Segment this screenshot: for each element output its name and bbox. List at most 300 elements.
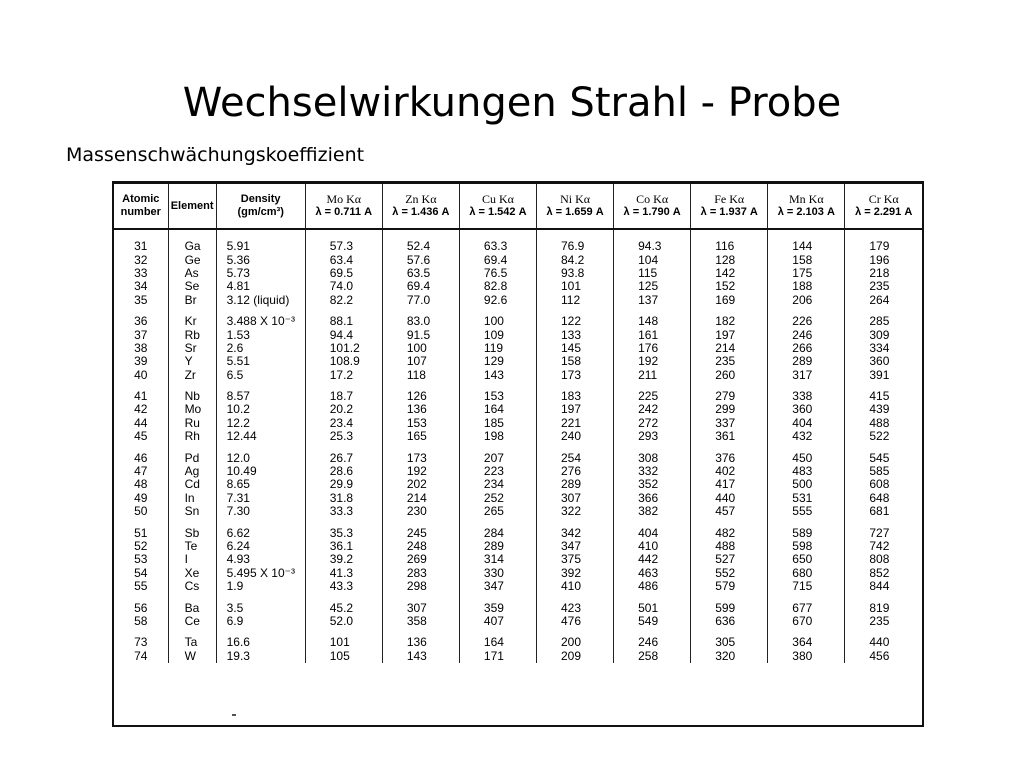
coefficient-cell: 69.4 bbox=[459, 253, 536, 266]
density-cell: 3.5 bbox=[216, 593, 305, 614]
column-header-line1: Element bbox=[170, 199, 214, 212]
table-row bbox=[114, 280, 922, 293]
coefficient-cell: 29.9 bbox=[305, 478, 382, 491]
coefficient-cell: 82.2 bbox=[305, 294, 382, 307]
coefficient-cell: 101 bbox=[305, 628, 382, 649]
coefficient-cell: 307 bbox=[537, 492, 614, 505]
coefficient-cell: 164 bbox=[459, 403, 536, 416]
coefficient-cell: 260 bbox=[691, 369, 768, 382]
density-cell: 5.495 X 10⁻³ bbox=[216, 567, 305, 580]
density-cell: 8.65 bbox=[216, 478, 305, 491]
coefficient-cell: 599 bbox=[691, 593, 768, 614]
coefficient-cell: 276 bbox=[537, 465, 614, 478]
column-header-line1: Ni Kα bbox=[560, 192, 591, 206]
density-cell: 19.3 bbox=[216, 650, 305, 663]
column-header bbox=[382, 184, 459, 229]
coefficient-cell: 248 bbox=[382, 540, 459, 553]
column-header-line1: Cr Kα bbox=[868, 192, 899, 206]
density-cell: 12.0 bbox=[216, 443, 305, 464]
element-cell: Zr bbox=[168, 369, 216, 382]
column-header-line1: Mn Kα bbox=[789, 192, 824, 206]
coefficient-cell: 196 bbox=[845, 253, 922, 266]
coefficient-cell: 104 bbox=[614, 253, 691, 266]
coefficient-cell: 173 bbox=[382, 443, 459, 464]
density-cell: 6.5 bbox=[216, 369, 305, 382]
column-header-line1: Co Kα bbox=[636, 192, 669, 206]
coefficient-cell: 118 bbox=[382, 369, 459, 382]
coefficient-cell: 25.3 bbox=[305, 430, 382, 443]
column-header-line1: Mo Kα bbox=[326, 192, 362, 206]
coefficient-cell: 549 bbox=[614, 615, 691, 628]
element-cell: Ru bbox=[168, 417, 216, 430]
coefficient-cell: 681 bbox=[845, 505, 922, 518]
coefficient-cell: 293 bbox=[614, 430, 691, 443]
coefficient-cell: 108.9 bbox=[305, 355, 382, 368]
column-header bbox=[614, 184, 691, 229]
coefficient-cell: 176 bbox=[614, 342, 691, 355]
element-cell: Kr bbox=[168, 307, 216, 328]
element-cell: I bbox=[168, 553, 216, 566]
coefficient-cell: 246 bbox=[614, 628, 691, 649]
column-header-line2: λ = 1.659 A bbox=[546, 206, 604, 218]
column-header bbox=[168, 184, 216, 229]
coefficient-cell: 299 bbox=[691, 403, 768, 416]
atomic-number-cell: 45 bbox=[134, 429, 148, 444]
coefficient-cell: 182 bbox=[691, 307, 768, 328]
element-cell: Xe bbox=[168, 567, 216, 580]
column-header bbox=[459, 184, 536, 229]
attenuation-table bbox=[114, 184, 922, 663]
density-cell: 8.57 bbox=[216, 382, 305, 403]
coefficient-cell: 307 bbox=[382, 593, 459, 614]
column-header-line1: Density bbox=[240, 193, 281, 205]
coefficient-cell: 358 bbox=[382, 615, 459, 628]
element-cell: Y bbox=[168, 355, 216, 368]
coefficient-cell: 402 bbox=[691, 465, 768, 478]
atomic-number-cell: 48 bbox=[134, 477, 148, 492]
table-row bbox=[114, 307, 922, 328]
column-header-line2: λ = 2.103 A bbox=[777, 206, 835, 218]
atomic-number-cell: 51 bbox=[134, 525, 148, 540]
coefficient-cell: 225 bbox=[614, 382, 691, 403]
coefficient-cell: 337 bbox=[691, 417, 768, 430]
coefficient-cell: 101 bbox=[537, 280, 614, 293]
coefficient-cell: 844 bbox=[845, 580, 922, 593]
coefficient-cell: 183 bbox=[537, 382, 614, 403]
atomic-number-cell: 73 bbox=[134, 635, 148, 650]
coefficient-cell: 235 bbox=[845, 280, 922, 293]
coefficient-cell: 63.4 bbox=[305, 253, 382, 266]
coefficient-cell: 254 bbox=[537, 443, 614, 464]
density-cell: 5.51 bbox=[216, 355, 305, 368]
coefficient-cell: 43.3 bbox=[305, 580, 382, 593]
coefficient-cell: 214 bbox=[691, 342, 768, 355]
table-row bbox=[114, 650, 922, 663]
atomic-number-cell: 39 bbox=[134, 354, 148, 369]
element-cell: Br bbox=[168, 294, 216, 307]
coefficient-cell: 136 bbox=[382, 403, 459, 416]
table-row bbox=[114, 615, 922, 628]
column-header-line2: λ = 1.937 A bbox=[700, 206, 758, 218]
coefficient-cell: 359 bbox=[459, 593, 536, 614]
table-row bbox=[114, 593, 922, 614]
coefficient-cell: 500 bbox=[768, 478, 845, 491]
column-header bbox=[691, 184, 768, 229]
coefficient-cell: 309 bbox=[845, 328, 922, 341]
coefficient-cell: 17.2 bbox=[305, 369, 382, 382]
column-header bbox=[216, 184, 305, 229]
coefficient-cell: 173 bbox=[537, 369, 614, 382]
atomic-number-cell: 53 bbox=[134, 552, 148, 567]
attenuation-table-scan bbox=[112, 181, 924, 727]
element-cell: Ta bbox=[168, 628, 216, 649]
coefficient-cell: 20.2 bbox=[305, 403, 382, 416]
coefficient-cell: 119 bbox=[459, 342, 536, 355]
table-row bbox=[114, 328, 922, 341]
coefficient-cell: 112 bbox=[537, 294, 614, 307]
density-cell: 4.93 bbox=[216, 553, 305, 566]
coefficient-cell: 375 bbox=[537, 553, 614, 566]
coefficient-cell: 57.3 bbox=[305, 229, 382, 253]
coefficient-cell: 76.9 bbox=[537, 229, 614, 253]
coefficient-cell: 589 bbox=[768, 518, 845, 539]
coefficient-cell: 198 bbox=[459, 430, 536, 443]
coefficient-cell: 317 bbox=[768, 369, 845, 382]
coefficient-cell: 41.3 bbox=[305, 567, 382, 580]
atomic-number-cell: 32 bbox=[134, 252, 148, 267]
atomic-number-cell: 52 bbox=[134, 539, 148, 553]
coefficient-cell: 410 bbox=[537, 580, 614, 593]
coefficient-cell: 92.6 bbox=[459, 294, 536, 307]
column-header-line2: λ = 0.711 A bbox=[315, 206, 373, 218]
coefficient-cell: 650 bbox=[768, 553, 845, 566]
element-cell: Sb bbox=[168, 518, 216, 539]
coefficient-cell: 289 bbox=[459, 540, 536, 553]
column-header bbox=[305, 184, 382, 229]
atomic-number-cell: 56 bbox=[134, 600, 148, 615]
element-cell: Ba bbox=[168, 593, 216, 614]
coefficient-cell: 211 bbox=[614, 369, 691, 382]
density-cell: 6.9 bbox=[216, 615, 305, 628]
coefficient-cell: 258 bbox=[614, 650, 691, 663]
coefficient-cell: 234 bbox=[459, 478, 536, 491]
table-row bbox=[114, 567, 922, 580]
density-cell: 16.6 bbox=[216, 628, 305, 649]
density-cell: 5.91 bbox=[216, 229, 305, 253]
coefficient-cell: 598 bbox=[768, 540, 845, 553]
density-cell: 10.49 bbox=[216, 465, 305, 478]
slide-subtitle: Massenschwächungskoeffizient bbox=[66, 144, 365, 166]
table-row bbox=[114, 267, 922, 280]
coefficient-cell: 417 bbox=[691, 478, 768, 491]
coefficient-cell: 476 bbox=[537, 615, 614, 628]
coefficient-cell: 36.1 bbox=[305, 540, 382, 553]
coefficient-cell: 808 bbox=[845, 553, 922, 566]
column-header-line1: Cu Kα bbox=[481, 192, 514, 206]
coefficient-cell: 148 bbox=[614, 307, 691, 328]
element-cell: Se bbox=[168, 280, 216, 293]
coefficient-cell: 82.8 bbox=[459, 280, 536, 293]
coefficient-cell: 164 bbox=[459, 628, 536, 649]
element-cell: Ag bbox=[168, 465, 216, 478]
coefficient-cell: 185 bbox=[459, 417, 536, 430]
coefficient-cell: 74.0 bbox=[305, 280, 382, 293]
atomic-number-cell: 50 bbox=[134, 504, 148, 519]
coefficient-cell: 26.7 bbox=[305, 443, 382, 464]
table-row bbox=[114, 355, 922, 368]
coefficient-cell: 501 bbox=[614, 593, 691, 614]
element-cell: Ge bbox=[168, 253, 216, 266]
coefficient-cell: 305 bbox=[691, 628, 768, 649]
element-cell: Sr bbox=[168, 342, 216, 355]
element-cell: Rh bbox=[168, 430, 216, 443]
table-row bbox=[114, 403, 922, 416]
coefficient-cell: 133 bbox=[537, 328, 614, 341]
coefficient-cell: 218 bbox=[845, 267, 922, 280]
coefficient-cell: 819 bbox=[845, 593, 922, 614]
coefficient-cell: 555 bbox=[768, 505, 845, 518]
coefficient-cell: 264 bbox=[845, 294, 922, 307]
coefficient-cell: 432 bbox=[768, 430, 845, 443]
coefficient-cell: 742 bbox=[845, 540, 922, 553]
element-cell: Sn bbox=[168, 505, 216, 518]
coefficient-cell: 289 bbox=[537, 478, 614, 491]
density-cell: 7.30 bbox=[216, 505, 305, 518]
coefficient-cell: 158 bbox=[537, 355, 614, 368]
coefficient-cell: 144 bbox=[768, 229, 845, 253]
coefficient-cell: 579 bbox=[691, 580, 768, 593]
coefficient-cell: 101.2 bbox=[305, 342, 382, 355]
coefficient-cell: 382 bbox=[614, 505, 691, 518]
table-row bbox=[114, 553, 922, 566]
coefficient-cell: 404 bbox=[614, 518, 691, 539]
coefficient-cell: 486 bbox=[614, 580, 691, 593]
coefficient-cell: 209 bbox=[537, 650, 614, 663]
coefficient-cell: 677 bbox=[768, 593, 845, 614]
coefficient-cell: 246 bbox=[768, 328, 845, 341]
coefficient-cell: 105 bbox=[305, 650, 382, 663]
coefficient-cell: 109 bbox=[459, 328, 536, 341]
table-row bbox=[114, 465, 922, 478]
coefficient-cell: 152 bbox=[691, 280, 768, 293]
column-header-line2: λ = 2.291 A bbox=[855, 206, 913, 218]
coefficient-cell: 727 bbox=[845, 518, 922, 539]
coefficient-cell: 158 bbox=[768, 253, 845, 266]
density-cell: 2.6 bbox=[216, 342, 305, 355]
coefficient-cell: 488 bbox=[691, 540, 768, 553]
atomic-number-cell: 74 bbox=[134, 648, 148, 663]
coefficient-cell: 283 bbox=[382, 567, 459, 580]
coefficient-cell: 207 bbox=[459, 443, 536, 464]
scan-mark bbox=[232, 714, 236, 716]
coefficient-cell: 142 bbox=[691, 267, 768, 280]
coefficient-cell: 415 bbox=[845, 382, 922, 403]
coefficient-cell: 360 bbox=[845, 355, 922, 368]
coefficient-cell: 100 bbox=[459, 307, 536, 328]
density-cell: 5.73 bbox=[216, 267, 305, 280]
density-cell: 3.12 (liquid) bbox=[216, 294, 305, 307]
coefficient-cell: 463 bbox=[614, 567, 691, 580]
table-row bbox=[114, 505, 922, 518]
coefficient-cell: 450 bbox=[768, 443, 845, 464]
element-cell: Ga bbox=[168, 229, 216, 253]
coefficient-cell: 57.6 bbox=[382, 253, 459, 266]
table-row bbox=[114, 478, 922, 491]
element-cell: Mo bbox=[168, 403, 216, 416]
element-cell: W bbox=[168, 650, 216, 663]
coefficient-cell: 107 bbox=[382, 355, 459, 368]
atomic-number-cell: 38 bbox=[134, 340, 148, 355]
coefficient-cell: 23.4 bbox=[305, 417, 382, 430]
atomic-number-cell: 42 bbox=[134, 402, 148, 417]
coefficient-cell: 488 bbox=[845, 417, 922, 430]
coefficient-cell: 18.7 bbox=[305, 382, 382, 403]
column-header bbox=[845, 184, 922, 229]
coefficient-cell: 322 bbox=[537, 505, 614, 518]
coefficient-cell: 440 bbox=[845, 628, 922, 649]
density-cell: 5.36 bbox=[216, 253, 305, 266]
atomic-number-cell: 54 bbox=[134, 565, 148, 580]
coefficient-cell: 298 bbox=[382, 580, 459, 593]
column-header-line2: λ = 1.790 A bbox=[623, 206, 681, 218]
coefficient-cell: 285 bbox=[845, 307, 922, 328]
table-row bbox=[114, 253, 922, 266]
coefficient-cell: 206 bbox=[768, 294, 845, 307]
element-cell: Ce bbox=[168, 615, 216, 628]
coefficient-cell: 63.5 bbox=[382, 267, 459, 280]
density-cell: 6.24 bbox=[216, 540, 305, 553]
coefficient-cell: 289 bbox=[768, 355, 845, 368]
table-row bbox=[114, 430, 922, 443]
coefficient-cell: 235 bbox=[691, 355, 768, 368]
coefficient-cell: 31.8 bbox=[305, 492, 382, 505]
atomic-number-cell: 49 bbox=[134, 490, 148, 505]
coefficient-cell: 94.4 bbox=[305, 328, 382, 341]
coefficient-cell: 125 bbox=[614, 280, 691, 293]
table-row bbox=[114, 540, 922, 553]
coefficient-cell: 52.0 bbox=[305, 615, 382, 628]
column-header bbox=[537, 184, 614, 229]
coefficient-cell: 442 bbox=[614, 553, 691, 566]
coefficient-cell: 115 bbox=[614, 267, 691, 280]
table-row bbox=[114, 294, 922, 307]
atomic-number-cell: 33 bbox=[134, 265, 148, 280]
coefficient-cell: 670 bbox=[768, 615, 845, 628]
coefficient-cell: 171 bbox=[459, 650, 536, 663]
slide-title: Wechselwirkungen Strahl - Probe bbox=[182, 79, 842, 126]
coefficient-cell: 608 bbox=[845, 478, 922, 491]
element-cell: Cd bbox=[168, 478, 216, 491]
element-cell: As bbox=[168, 267, 216, 280]
element-cell: Rb bbox=[168, 328, 216, 341]
coefficient-cell: 715 bbox=[768, 580, 845, 593]
coefficient-cell: 69.5 bbox=[305, 267, 382, 280]
coefficient-cell: 230 bbox=[382, 505, 459, 518]
coefficient-cell: 364 bbox=[768, 628, 845, 649]
coefficient-cell: 332 bbox=[614, 465, 691, 478]
coefficient-cell: 35.3 bbox=[305, 518, 382, 539]
coefficient-cell: 126 bbox=[382, 382, 459, 403]
coefficient-cell: 545 bbox=[845, 443, 922, 464]
column-header-line1: Fe Kα bbox=[714, 192, 745, 206]
coefficient-cell: 143 bbox=[459, 369, 536, 382]
coefficient-cell: 197 bbox=[691, 328, 768, 341]
coefficient-cell: 63.3 bbox=[459, 229, 536, 253]
table-row bbox=[114, 342, 922, 355]
column-header-line2: number bbox=[120, 206, 161, 218]
coefficient-cell: 380 bbox=[768, 650, 845, 663]
coefficient-cell: 192 bbox=[382, 465, 459, 478]
table-row bbox=[114, 382, 922, 403]
coefficient-cell: 226 bbox=[768, 307, 845, 328]
coefficient-cell: 252 bbox=[459, 492, 536, 505]
density-cell: 1.9 bbox=[216, 580, 305, 593]
coefficient-cell: 330 bbox=[459, 567, 536, 580]
coefficient-cell: 585 bbox=[845, 465, 922, 478]
atomic-number-cell: 35 bbox=[134, 292, 148, 307]
coefficient-cell: 94.3 bbox=[614, 229, 691, 253]
atomic-number-cell: 46 bbox=[134, 450, 148, 465]
coefficient-cell: 440 bbox=[691, 492, 768, 505]
coefficient-cell: 69.4 bbox=[382, 280, 459, 293]
coefficient-cell: 347 bbox=[459, 580, 536, 593]
table-row bbox=[114, 492, 922, 505]
coefficient-cell: 83.0 bbox=[382, 307, 459, 328]
coefficient-cell: 457 bbox=[691, 505, 768, 518]
header-row bbox=[114, 184, 922, 229]
coefficient-cell: 45.2 bbox=[305, 593, 382, 614]
coefficient-cell: 192 bbox=[614, 355, 691, 368]
atomic-number-cell: 55 bbox=[134, 579, 148, 594]
density-cell: 1.53 bbox=[216, 328, 305, 341]
coefficient-cell: 360 bbox=[768, 403, 845, 416]
atomic-number-cell: 40 bbox=[134, 367, 148, 382]
coefficient-cell: 214 bbox=[382, 492, 459, 505]
coefficient-cell: 410 bbox=[614, 540, 691, 553]
coefficient-cell: 376 bbox=[691, 443, 768, 464]
coefficient-cell: 153 bbox=[382, 417, 459, 430]
atomic-number-cell: 47 bbox=[134, 464, 148, 479]
column-header-line2: λ = 1.542 A bbox=[469, 206, 527, 218]
coefficient-cell: 165 bbox=[382, 430, 459, 443]
coefficient-cell: 361 bbox=[691, 430, 768, 443]
density-cell: 7.31 bbox=[216, 492, 305, 505]
coefficient-cell: 33.3 bbox=[305, 505, 382, 518]
coefficient-cell: 242 bbox=[614, 403, 691, 416]
table-row bbox=[114, 628, 922, 649]
coefficient-cell: 552 bbox=[691, 567, 768, 580]
density-cell: 4.81 bbox=[216, 280, 305, 293]
coefficient-cell: 482 bbox=[691, 518, 768, 539]
column-header bbox=[114, 184, 168, 229]
coefficient-cell: 308 bbox=[614, 443, 691, 464]
coefficient-cell: 76.5 bbox=[459, 267, 536, 280]
coefficient-cell: 129 bbox=[459, 355, 536, 368]
coefficient-cell: 153 bbox=[459, 382, 536, 403]
coefficient-cell: 137 bbox=[614, 294, 691, 307]
coefficient-cell: 122 bbox=[537, 307, 614, 328]
element-cell: Te bbox=[168, 540, 216, 553]
coefficient-cell: 88.1 bbox=[305, 307, 382, 328]
coefficient-cell: 338 bbox=[768, 382, 845, 403]
coefficient-cell: 93.8 bbox=[537, 267, 614, 280]
element-cell: In bbox=[168, 492, 216, 505]
coefficient-cell: 200 bbox=[537, 628, 614, 649]
coefficient-cell: 221 bbox=[537, 417, 614, 430]
table-row bbox=[114, 443, 922, 464]
atomic-number-cell: 41 bbox=[134, 389, 148, 404]
column-header-line2: λ = 1.436 A bbox=[392, 206, 450, 218]
